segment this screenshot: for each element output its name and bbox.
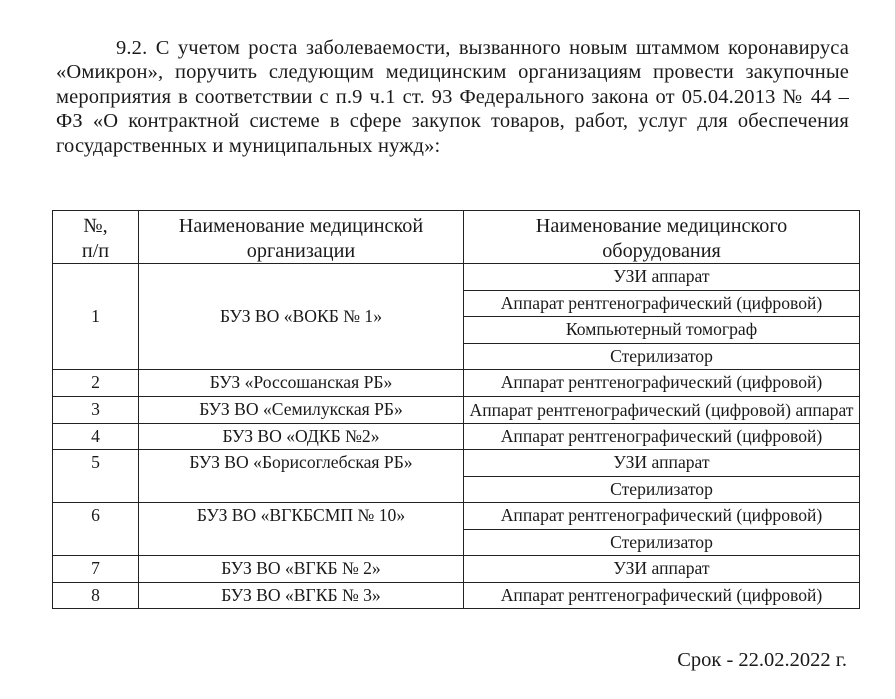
organization-name: БУЗ ВО «Семилукская РБ» <box>139 396 464 423</box>
equipment-name: Аппарат рентгенографический (цифровой) аппарат <box>464 396 860 423</box>
equipment-name: Стерилизатор <box>464 476 860 503</box>
equipment-name: УЗИ аппарат <box>464 556 860 583</box>
table-row <box>53 582 860 609</box>
table-row <box>53 264 860 291</box>
instruction-paragraph: 9.2. С учетом роста заболеваемости, вызванного новым штаммом коронавируса «Омикрон», поручить следующим медицинским организациям провести закупочные мероприятия в соответствии с п.9 ч.1 ст. 93 Федерального закона от 05.04.2013 № 44 – ФЗ «О контрактной системе в сфере закупок товаров, работ, услуг для обеспечения государственных и муниципальных нужд»: <box>56 36 849 157</box>
row-number: 4 <box>53 423 139 450</box>
equipment-name: Стерилизатор <box>464 529 860 556</box>
table-row <box>53 556 860 583</box>
header-number-line2: п/п <box>81 239 110 262</box>
table-row <box>53 423 860 450</box>
table-row <box>53 396 860 423</box>
equipment-name: Компьютерный томограф <box>464 317 860 344</box>
organization-name: БУЗ ВО «ВГКБ № 3» <box>139 582 464 609</box>
row-number: 6 <box>53 503 139 556</box>
organization-name: БУЗ ВО «Борисоглебская РБ» <box>139 450 464 503</box>
equipment-name: Аппарат рентгенографический (цифровой) <box>464 290 860 317</box>
header-equipment-line2: оборудования <box>602 239 721 262</box>
equipment-name: Стерилизатор <box>464 343 860 370</box>
table-row <box>53 450 860 477</box>
table-row <box>53 370 860 397</box>
equipment-name: Аппарат рентгенографический (цифровой) <box>464 582 860 609</box>
organization-name: БУЗ ВО «ВГКБ № 2» <box>139 556 464 583</box>
equipment-name: Аппарат рентгенографический (цифровой) <box>464 423 860 450</box>
row-number: 2 <box>53 370 139 397</box>
table-header-row <box>53 211 860 264</box>
organization-name: БУЗ ВО «ОДКБ №2» <box>139 423 464 450</box>
header-organization <box>139 211 464 264</box>
row-number: 3 <box>53 396 139 423</box>
row-number: 8 <box>53 582 139 609</box>
header-number <box>53 211 139 264</box>
row-number: 7 <box>53 556 139 583</box>
equipment-name: УЗИ аппарат <box>464 264 860 291</box>
equipment-name: Аппарат рентгенографический (цифровой) <box>464 370 860 397</box>
header-number-line1: №, <box>83 215 108 237</box>
row-number: 1 <box>53 264 139 370</box>
row-number: 5 <box>53 450 139 503</box>
header-equipment-line1: Наименование медицинского <box>535 215 788 237</box>
header-organization-line2: организации <box>246 239 356 262</box>
organization-name: БУЗ ВО «ВОКБ № 1» <box>139 264 464 370</box>
equipment-name: Аппарат рентгенографический (цифровой) <box>464 503 860 530</box>
equipment-table <box>52 210 860 609</box>
organization-name: БУЗ «Россошанская РБ» <box>139 370 464 397</box>
deadline-text: Срок - 22.02.2022 г. <box>677 649 847 671</box>
header-organization-line1: Наименование медицинской <box>178 215 424 237</box>
organization-name: БУЗ ВО «ВГКБСМП № 10» <box>139 503 464 556</box>
equipment-name: УЗИ аппарат <box>464 450 860 477</box>
table-row <box>53 503 860 530</box>
header-equipment <box>464 211 860 264</box>
